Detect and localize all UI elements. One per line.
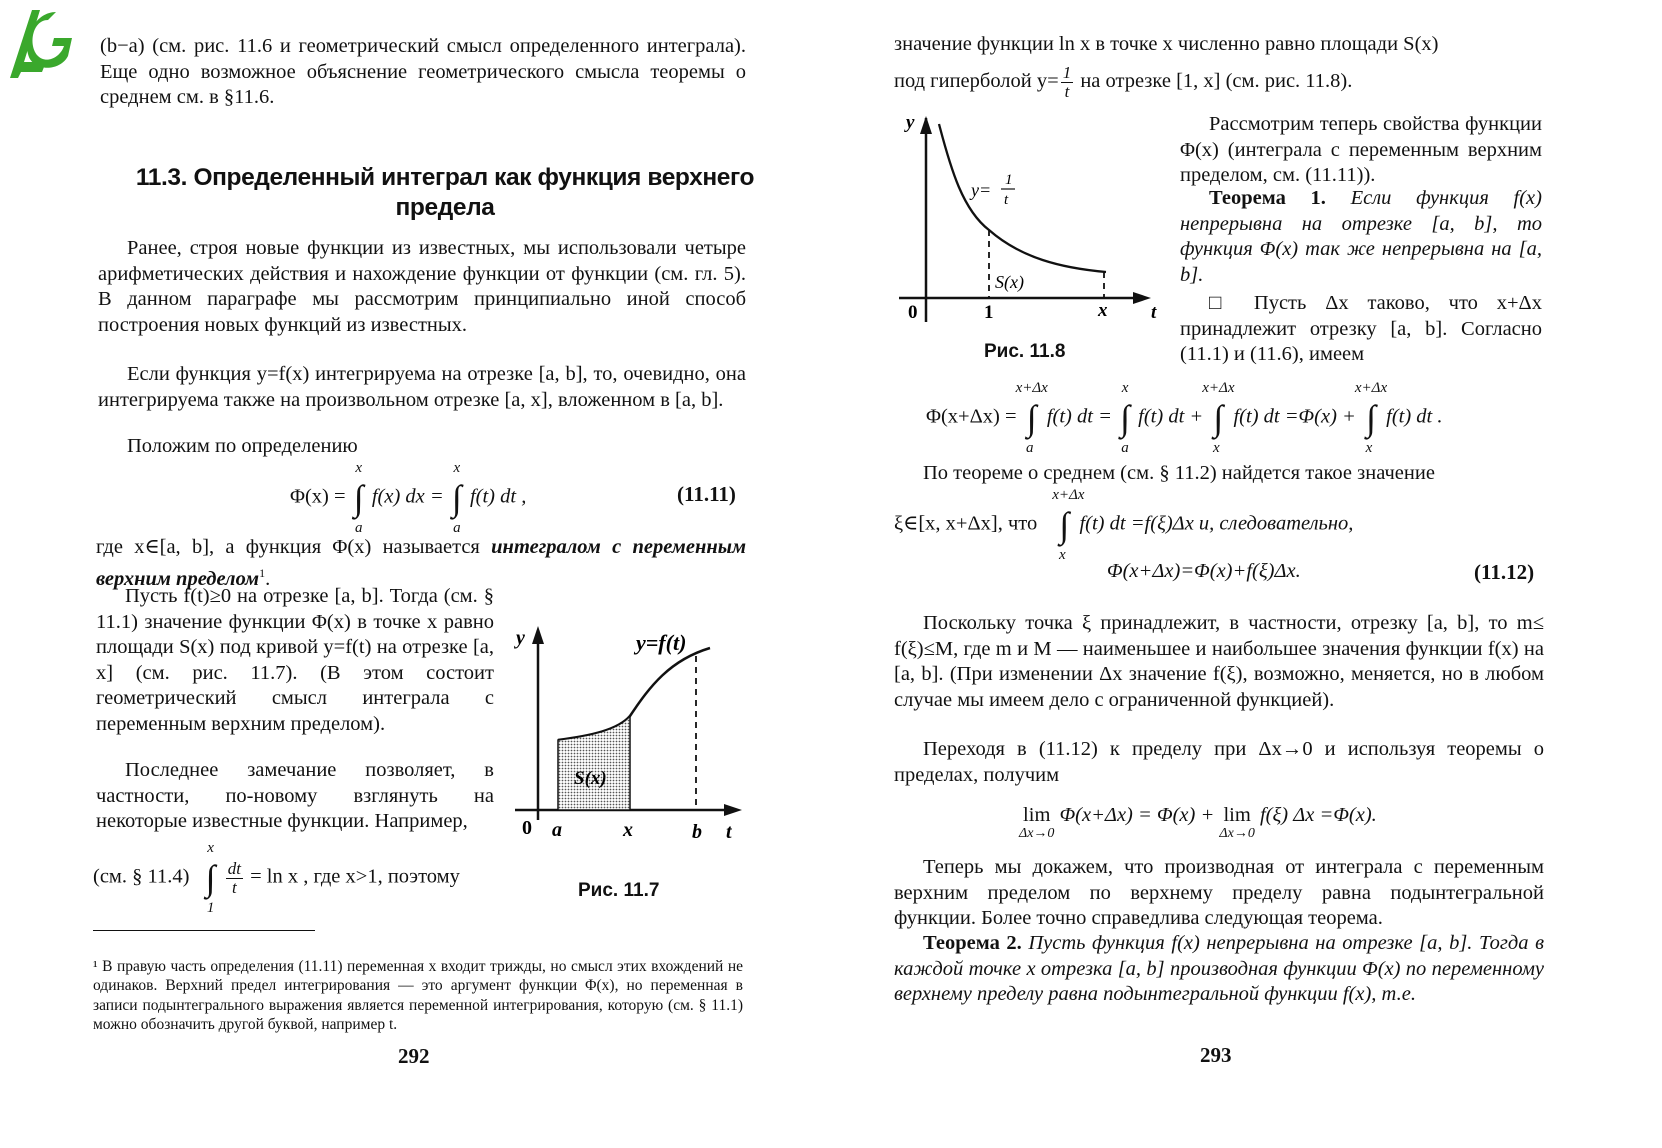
- hyperbola: [939, 124, 1106, 272]
- ln-formula: [93, 840, 460, 916]
- footnote: ¹ В правую часть определения (11.11) переменная x входит трижды, но смысл этих вхождений не одинаков. Верхний предел интегрирования — это аргумент функции Φ(x), но переменная в записи подынтегрального выражения является переменной интегрирования, которую (см. § 11.1) можно обозначить другой буквой, например t.: [93, 957, 743, 1033]
- fig7-area-label: S(x): [574, 768, 607, 789]
- fig8-y-label: y: [906, 112, 915, 133]
- figure-11-7-caption: Рис. 11.7: [578, 880, 660, 901]
- fig7-curve-label: y=f(t): [636, 630, 687, 655]
- f1111-body1: f(x) dx =: [371, 485, 449, 508]
- fraction-1-t: $\frac{1}{t}$: [1062, 63, 1072, 101]
- t-axis-arrow: [1133, 292, 1151, 304]
- integral-sign: x ∫ a: [353, 460, 364, 536]
- integral-sign: x+Δx ∫ a: [1015, 380, 1048, 456]
- t-axis-arrow: [724, 804, 742, 816]
- integral-sign: x ∫ a: [451, 460, 462, 536]
- fig7-origin-label: 0: [522, 817, 532, 839]
- fig8-one-label: 1: [984, 302, 994, 323]
- paragraph-6: Последнее замечание позволяет, в частности, по-новому взглянуть на некоторые известные функции. Например,: [96, 759, 494, 832]
- fraction-dt-t: $\frac{dt}{t}$: [227, 858, 241, 897]
- footnote-mark: 1: [259, 565, 266, 580]
- fig8-area-label: S(x): [995, 272, 1024, 292]
- equation-number-11-12: (11.12): [1474, 560, 1535, 584]
- fig7-a-label: a: [552, 819, 562, 841]
- paragraph-3: Положим по определению: [127, 435, 358, 457]
- figure-11-8-caption: Рис. 11.8: [984, 341, 1066, 362]
- side-paragraph-2: □ Пусть Δx таково, что x+Δx принадлежит отрезку [a, b]. Согласно (11.1) и (11.6), имеем: [1180, 292, 1542, 365]
- section-heading: 11.3. Определенный интеграл как функция верхнего предела: [135, 164, 755, 221]
- fig7-t-label: t: [726, 821, 732, 843]
- equation-number-11-11: (11.11): [677, 482, 736, 506]
- phi-formula: Φ(x+Δx) = x+Δx ∫ a f(t) dt = x ∫ a f(t) dt + x+Δx ∫ x f(t) dt =Φ(x) + x+Δx ∫ x f(t) dt .: [926, 380, 1443, 456]
- page-number-292: 292: [398, 1044, 430, 1068]
- paragraph-4: где x∈[a, b], а функция Φ(x) называется интегралом с переменным верхним пределом$^1$.: [96, 536, 746, 590]
- fig7-b-label: b: [692, 821, 702, 843]
- integral-sign: x+Δx ∫ x: [1354, 380, 1388, 456]
- fig8-curve-num: 1: [1005, 172, 1013, 188]
- lim-1: lim Δx→0: [1019, 804, 1055, 841]
- fig8-x-label: x: [1098, 300, 1108, 321]
- ag-logo: [2, 2, 74, 84]
- side-paragraph-1: Рассмотрим теперь свойства функции Φ(x) (интеграла с переменным верхним пределом, см. (11.11)).: [1180, 113, 1542, 186]
- limit-formula: lim Δx→0 Φ(x+Δx) = Φ(x) + lim Δx→0 f(ξ) Δx =Φ(x).: [1019, 804, 1377, 841]
- paragraph-7: По теореме о среднем (см. § 11.2) найдется такое значение: [923, 462, 1435, 484]
- theorem-1-label: Теорема 1.: [1209, 187, 1326, 209]
- fig8-t-label: t: [1151, 302, 1157, 323]
- lim-2: lim Δx→0: [1219, 804, 1255, 841]
- integral-sign: x+Δx ∫ x: [1052, 487, 1085, 563]
- integral-sign: x ∫ 1: [205, 840, 216, 916]
- ln-post: = ln x , где x>1, поэтому: [250, 865, 460, 888]
- top-line-1: значение функции ln x в точке x численно равно площади S(x): [894, 33, 1439, 55]
- figure-11-8: [891, 110, 1171, 325]
- f1111-body2: f(t) dt ,: [469, 485, 527, 508]
- curve: [558, 648, 710, 740]
- intro-paragraph: (b−a) (см. рис. 11.6 и геометрический смысл определенного интеграла). Еще одно возможное объяснение геометрического смысла теоремы о среднем см. в §11.6.: [100, 35, 746, 108]
- term-variable-upper-limit: интегралом с переменным верхним пределом: [96, 536, 746, 590]
- fig7-x-label: x: [623, 819, 633, 841]
- page-number-293: 293: [1200, 1043, 1232, 1067]
- paragraph-5: Пусть f(t)≥0 на отрезке [a, b]. Тогда (см. § 11.1) значение функции Φ(x) в точке x равно площади S(x) под кривой y=f(t) на отрезке [a, x] (см. рис. 11.7). (В этом состоит геометрический смысл интеграла с переменным верхним пределом).: [96, 585, 494, 735]
- formula-11-11: [290, 460, 527, 536]
- fig8-curve-den: t: [1004, 192, 1009, 208]
- paragraph-10: Теперь мы докажем, что производная от интеграла с переменным верхним пределом по верхнему пределу равна подынтегральной функции. Более точно справедлива следующая теорема.: [894, 856, 1544, 929]
- paragraph-9: Переходя в (11.12) к пределу при Δx→0 и используя теоремы о пределах, получим: [894, 738, 1544, 786]
- xi-formula: ξ∈[x, x+Δx], что x+Δx ∫ x f(t) dt =f(ξ)Δx и, следовательно,: [894, 487, 1354, 563]
- paragraph-2: Если функция y=f(x) интегрируема на отрезке [a, b], то, очевидно, она интегрируема также на произвольном отрезке [a, x], вложенном в [a, b].: [98, 363, 746, 411]
- fig8-curve-label: y=: [971, 180, 992, 200]
- y-axis-arrow: [920, 116, 932, 134]
- fig8-origin-label: 0: [908, 302, 918, 323]
- figure-11-7: [510, 620, 750, 850]
- top-line-2: под гиперболой y= $\frac{1}{t}$ на отрезке [1, x] (см. рис. 11.8).: [894, 63, 1353, 101]
- footnote-divider: [93, 930, 315, 931]
- theorem-1: [1180, 186, 1542, 288]
- theorem-1-text: Если функция f(x) непрерывна на отрезке [a, b], то функция Φ(x) так же непрерывна на [a, b].: [1180, 187, 1542, 286]
- theorem-2-text: Пусть функция f(x) непрерывна на отрезке [a, b]. Тогда в каждой точке x отрезка [a, b] производная функции Φ(x) по переменному верхнему пределу равна подынтегральной функции f(x), т.е.: [894, 932, 1544, 1005]
- f1111-lhs: Φ(x) =: [290, 485, 351, 508]
- right-page: [831, 0, 1662, 1148]
- paragraph-8: Поскольку точка ξ принадлежит, в частности, отрезку [a, b], то m≤ f(ξ)≤M, где m и M — наименьшее и наибольшее значения функции f(x) на [a, b]. (При изменении Δx значение f(ξ), возможно, меняется, но в любом случае мы имеем дело с ограниченной функцией).: [894, 612, 1544, 711]
- theorem-2: [894, 931, 1544, 1008]
- integral-sign: x ∫ a: [1120, 380, 1130, 456]
- integral-sign: x+Δx ∫ x: [1202, 380, 1235, 456]
- y-axis-arrow: [532, 626, 544, 644]
- theorem-2-label: Теорема 2.: [923, 932, 1022, 954]
- formula-11-12: Φ(x+Δx)=Φ(x)+f(ξ)Δx.: [1107, 560, 1301, 582]
- shaded-area: [558, 716, 630, 810]
- paragraph-1: Ранее, строя новые функции из известных, мы использовали четыре арифметических действия и нахождение функции от функции (см. гл. 5). В данном параграфе мы рассмотрим принципиально иной способ построения новых функций из известных.: [98, 237, 746, 336]
- ln-pre: (см. § 11.4): [93, 865, 190, 888]
- fig7-y-label: y: [516, 627, 525, 649]
